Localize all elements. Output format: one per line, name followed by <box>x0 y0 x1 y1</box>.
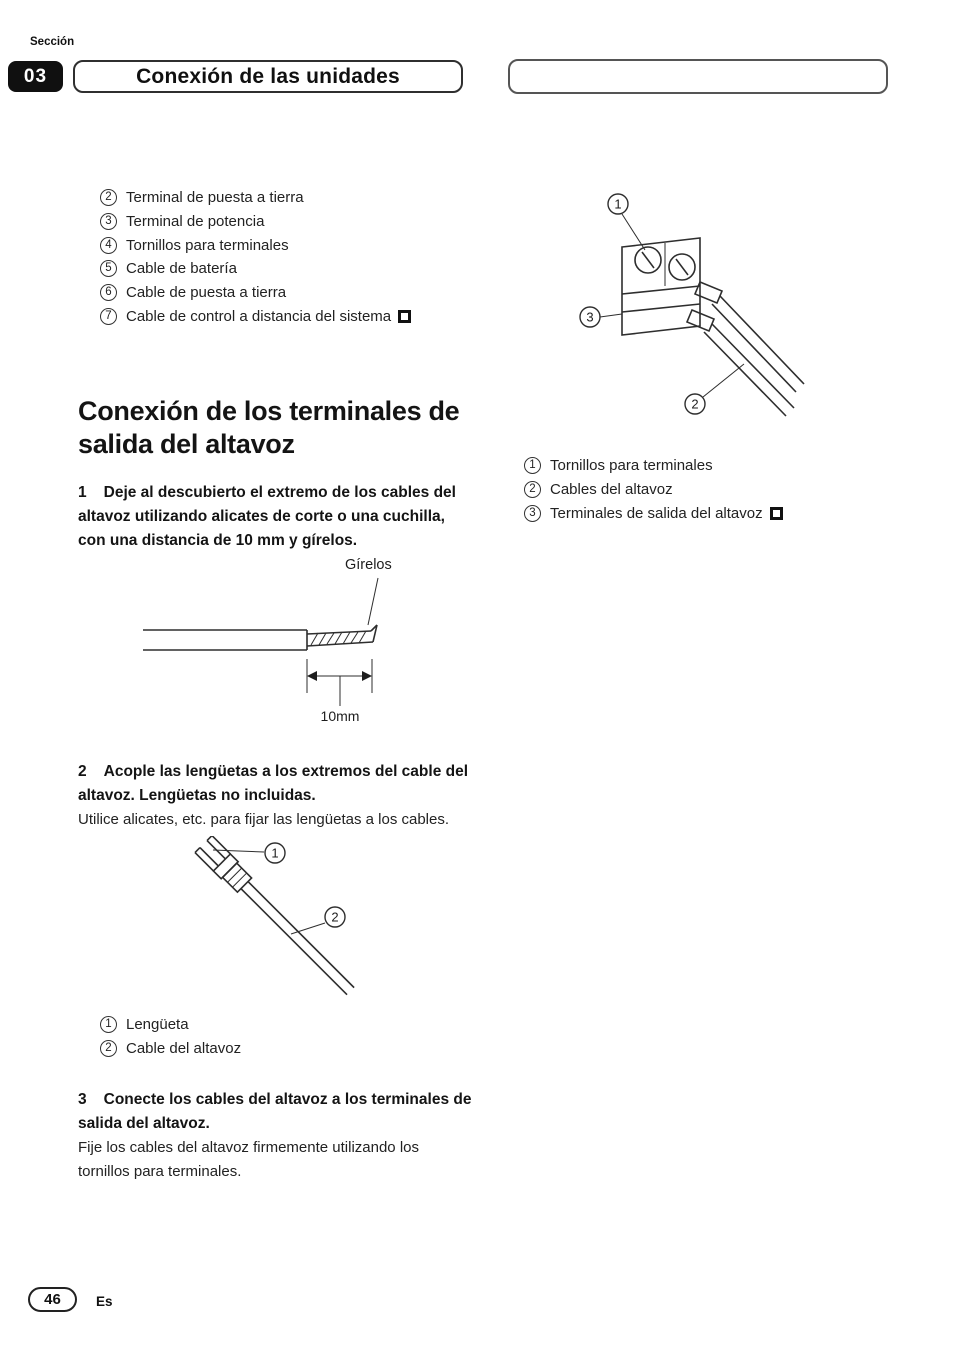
legend-label: Terminal de potencia <box>126 212 265 230</box>
circled-number: 3 <box>524 505 541 522</box>
girelos-label: Gírelos <box>345 556 392 573</box>
section-end-icon <box>770 507 783 520</box>
legend-label: Cables del altavoz <box>550 480 673 498</box>
top-legend <box>78 186 474 329</box>
circled-number: 2 <box>100 189 117 206</box>
step-text: Acople las lengüetas a los extremos del cable del altavoz. Lengüetas no incluidas. <box>78 762 469 804</box>
circled-number: 6 <box>100 284 117 301</box>
language-label: Es <box>96 1294 113 1309</box>
step-number: 1 <box>78 483 87 501</box>
dimension-label: 10mm <box>320 707 360 724</box>
legend-label: Cable del altavoz <box>126 1039 242 1057</box>
right-legend <box>518 454 918 525</box>
mid-legend <box>78 1013 474 1061</box>
legend-item <box>100 257 474 281</box>
spade-terminal-diagram <box>168 836 428 1011</box>
legend-item <box>100 1037 474 1061</box>
legend-label: Cable de batería <box>126 260 237 278</box>
circled-number: 4 <box>100 237 117 254</box>
step-3 <box>78 1088 474 1136</box>
legend-label: Tornillos para terminales <box>550 457 713 474</box>
legend-item <box>100 305 474 329</box>
legend-item <box>100 234 474 258</box>
legend-item <box>524 502 918 526</box>
left-column <box>78 186 474 1184</box>
circled-number: 3 <box>100 213 117 230</box>
chapter-title: Conexión de las unidades <box>136 64 400 88</box>
callout-2: 2 <box>331 909 339 925</box>
right-column <box>518 186 918 525</box>
step-number: 2 <box>78 762 87 780</box>
legend-item <box>100 186 474 210</box>
step-1 <box>78 481 474 553</box>
section-end-icon <box>398 310 411 323</box>
legend-label: Cable de control a distancia del sistema <box>126 307 392 325</box>
legend-label: Lengüeta <box>126 1015 189 1033</box>
step-3-body: Fije los cables del altavoz firmemente utilizando los tornillos para terminales. <box>78 1139 419 1181</box>
legend-item <box>524 478 918 502</box>
legend-item <box>100 210 474 234</box>
page-number-badge: 46 <box>28 1287 77 1312</box>
legend-item <box>524 454 918 478</box>
step-2 <box>78 760 474 808</box>
legend-item <box>100 1013 474 1037</box>
terminal-block-diagram <box>552 186 892 454</box>
step-2-body: Utilice alicates, etc. para fijar las lengüetas a los cables. <box>78 810 450 828</box>
callout-1: 1 <box>271 845 279 861</box>
step-text: Deje al descubierto el extremo de los cables del altavoz utilizando alicates de corte o una cuchilla, con una distancia de 10 mm y gírelos. <box>78 483 456 549</box>
header-right-box <box>508 59 888 94</box>
chapter-title-box <box>73 60 463 93</box>
step-text: Conecte los cables del altavoz a los terminales de salida del altavoz. <box>78 1091 472 1133</box>
section-heading: Conexión de los terminales de salida del altavoz <box>78 395 460 459</box>
legend-label: Tornillos para terminales <box>126 236 289 254</box>
legend-label: Terminales de salida del altavoz <box>550 504 763 522</box>
callout-2: 2 <box>691 396 699 412</box>
circled-number: 1 <box>524 457 541 474</box>
circled-number: 7 <box>100 308 117 325</box>
section-label: Sección <box>30 36 75 48</box>
legend-label: Cable de puesta a tierra <box>126 284 287 302</box>
circled-number: 1 <box>100 1016 117 1033</box>
step-number: 3 <box>78 1091 87 1109</box>
circled-number: 2 <box>100 1040 117 1057</box>
section-number-badge: 03 <box>8 61 63 92</box>
circled-number: 2 <box>524 481 541 498</box>
strip-wire-diagram <box>135 553 475 738</box>
legend-item <box>100 281 474 305</box>
callout-1: 1 <box>614 196 622 212</box>
circled-number: 5 <box>100 260 117 277</box>
callout-3: 3 <box>586 309 594 325</box>
legend-label: Terminal de puesta a tierra <box>126 189 304 206</box>
